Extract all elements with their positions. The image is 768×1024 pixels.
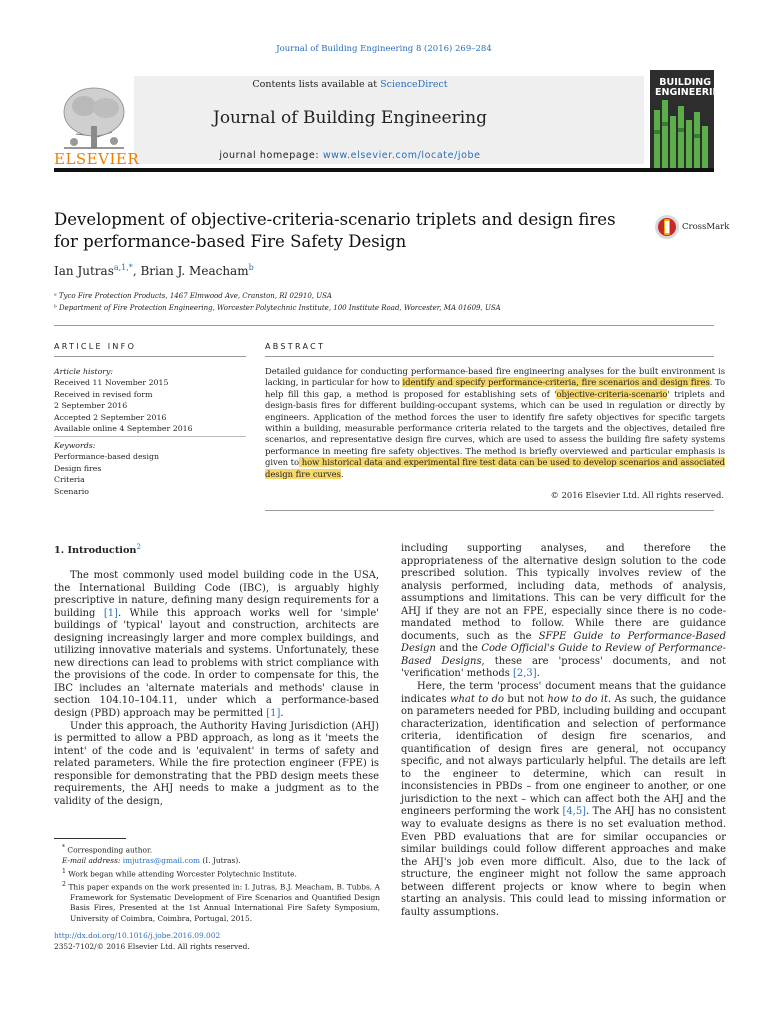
crossmark-icon <box>654 213 680 243</box>
footnotes-block <box>54 843 380 925</box>
abstract-heading: ABSTRACT <box>265 342 326 351</box>
footnote-1 <box>54 867 380 880</box>
citation-link[interactable]: [1] <box>266 708 281 720</box>
paragraph-text: The most commonly used model building code in the USA, the International Building Code (IBC), is arguably highly prescriptive in nature, defining many design requirements for a building <box>54 570 379 619</box>
history-revised: Received in revised form <box>54 389 153 399</box>
citation-link[interactable]: [2,3] <box>513 668 537 680</box>
abstract-segment: . <box>340 468 344 479</box>
paragraph-text: . As such, the guidance on parameters needed for PBD, including building and occupant characterization, identification and selection of performance criteria, identification of design fire scenarios, and quantification of design fires are general, not occupancy specific, and not always particularly helpful. The details are left to the engineer to determine, which can result in inconsistencies in PBDs – from one engineer to another, or one jurisdiction to the next – which can affect both the AHJ and the engineers performing the work <box>401 693 727 818</box>
italic-title: SFPE Guide to Performance-Based Design <box>401 630 726 655</box>
author-list <box>54 263 254 278</box>
footnote-divider <box>54 838 126 839</box>
email-label: E-mail address: <box>62 856 123 866</box>
italic-title: Code Official's Guide to Review of Performance-Based Designs <box>401 643 727 667</box>
crossmark-label: CrossMark <box>682 222 730 232</box>
abstract-segment: Detailed guidance for conducting performance-based fire engineering analyses for the built environment is lacking, in particular for how to <box>265 366 725 388</box>
homepage-prefix: journal homepage: <box>219 150 323 161</box>
footnote-text: This paper expands on the work presented in: I. Jutras, B.J. Meacham, B. Tubbs, A Framework for Systematic Development of Fire Scenarios and Quantified Design Basis Fires, Presented at the 1st Annual International Fire Safety Symposium, University of Coimbra, Coimbra, Portugal, 2015. <box>65 882 380 923</box>
article-info-heading: ARTICLE INFO <box>54 342 137 351</box>
footnote-2 <box>54 880 380 925</box>
footnote-email <box>54 856 380 867</box>
header-divider <box>54 168 714 172</box>
citation-link[interactable]: [1] <box>103 607 118 619</box>
doi-block <box>54 931 250 952</box>
abstract-divider <box>265 356 714 357</box>
crossmark-badge[interactable] <box>654 213 730 243</box>
paragraph-text: . <box>280 708 284 720</box>
keywords-label: Keywords: <box>54 441 96 450</box>
keyword: Performance-based design <box>54 452 160 462</box>
paragraph-text: . While this approach works well for 'simple' buildings of 'typical' layout and construction, architects are designing increasingly larger and more complex buildings, and utilizing innovative materials and systems. Unfortunately, these new directions can lead to problems with strict compliance with the provisions of the code. In order to compensate for this, the IBC includes an 'alternate materials and methods' clause in section 104.10–104.11, under which a performance-based design (PBD) approach may be permitted <box>54 607 380 720</box>
affiliation-b: ᵇ Department of Fire Protection Engineering, Worcester Polytechnic Institute, 100 Institute Road, Worcester, MA 01609, USA <box>54 304 501 312</box>
paragraph-text: including supporting analyses, and therefore the appropriateness of the alternative design solution to the code prescribed solution. This typically involves review of the analysis performed, including data, methods of analysis, assumptions and limitations. This can be very difficult for the AHJ if they are not an FPE, especially since there is no code-mandated method to follow. While there are guidance documents, such as the <box>401 543 726 642</box>
author-affiliation-marks[interactable]: b <box>248 263 254 272</box>
footnote-text: Corresponding author. <box>65 845 153 855</box>
abstract-segment: . To help fill this gap, a method is proposed for establishing sets of ' <box>265 377 725 399</box>
cover-title-line-2: ENGINEERING <box>655 86 729 98</box>
keywords-divider <box>54 436 246 437</box>
citation-link[interactable]: [4,5] <box>562 806 587 818</box>
affiliation-a: ᵃ Tyco Fire Protection Products, 1467 Elmwood Ave, Cranston, RI 02910, USA <box>54 292 332 300</box>
email-link[interactable]: imjutras@gmail.com <box>122 856 201 866</box>
paragraph-text: Here, the term 'process' document means that the guidance indicates <box>401 681 726 705</box>
paragraph-text: but not <box>503 693 548 705</box>
section-heading-text: 1. Introduction <box>54 545 137 557</box>
paragraph <box>401 543 726 681</box>
highlighted-text[interactable]: objective-criteria-scenario <box>556 388 668 399</box>
footnote-corresponding <box>54 843 380 856</box>
abstract-bottom-divider <box>265 510 714 511</box>
history-label: Article history: <box>54 367 114 376</box>
keyword: Design fires <box>54 463 102 473</box>
abstract-copyright: © 2016 Elsevier Ltd. All rights reserved. <box>550 490 724 500</box>
sciencedirect-link[interactable]: ScienceDirect <box>380 79 448 90</box>
footnote-mark: 2 <box>62 880 66 888</box>
footnote-mark: 1 <box>62 867 66 875</box>
journal-homepage-line <box>140 150 560 161</box>
journal-citation[interactable]: Journal of Building Engineering 8 (2016) 269–284 <box>276 44 492 54</box>
article-history <box>54 366 246 434</box>
highlighted-text[interactable]: identify and specify performance-criteria, fire scenarios and design fires <box>402 377 710 388</box>
paragraph: Under this approach, the Authority Having Jurisdiction (AHJ) is permitted to allow a PBD approach, as long as it 'meets the intent' of the code and is 'equivalent' in terms of safety and related parameters. While the fire protection engineer (FPE) is responsible for demonstrating that the PBD design meets these requirements, the AHJ needs to make a judgment as to the validity of the design, <box>54 720 379 807</box>
contents-available-line <box>140 79 560 90</box>
italic-phrase: how to do it <box>547 693 608 705</box>
article-title: Development of objective-criteria-scenario triplets and design fires for performance-based Fire Safety Design <box>54 210 616 251</box>
elsevier-wordmark: ELSEVIER <box>54 150 140 168</box>
paragraph-text: . The AHJ has no consistent way to evaluate designs as there is no set evaluation method. Even PBD evaluations that are for similar occupancies or similar buildings could follow different approaches and make the AHJ's job even more difficult. Also, due to the lack of structure, the engineer might not follow the same approach between different projects or know where to begin when starting an analysis. This could lead to missing information or faulty assumptions. <box>401 806 726 918</box>
author-separator: , <box>132 264 141 278</box>
keyword: Scenario <box>54 486 89 496</box>
history-received: Received 11 November 2015 <box>54 378 169 388</box>
footnote-mark: * <box>62 844 66 851</box>
paragraph-text: and the <box>435 643 482 655</box>
paragraph-text: , these are 'process' documents, and not 'verification' methods <box>401 655 726 680</box>
contents-prefix: Contents lists available at <box>252 79 381 90</box>
author-name: Brian J. Meacham <box>140 264 249 278</box>
footnote-text: Work began while attending Worcester Polytechnic Institute. <box>65 869 297 879</box>
body-column-right <box>401 543 726 919</box>
abstract-text <box>265 366 725 480</box>
homepage-link[interactable]: www.elsevier.com/locate/jobe <box>322 150 481 161</box>
issn-copyright: 2352-7102/© 2016 Elsevier Ltd. All rights reserved. <box>54 941 250 951</box>
history-revised-date: 2 September 2016 <box>54 401 128 411</box>
keyword: Criteria <box>54 475 85 485</box>
body-column-left <box>54 570 379 808</box>
italic-phrase: what to do <box>450 693 504 705</box>
cover-title-line-1: BUILDING <box>659 77 711 88</box>
paragraph <box>401 681 726 919</box>
doi-link[interactable]: http://dx.doi.org/10.1016/j.jobe.2016.09.002 <box>54 931 221 940</box>
history-online: Available online 4 September 2016 <box>54 424 193 434</box>
abstract-segment: ' triplets and design-basis fires for different building-occupant systems, which can be used in regulation or directly by engineers. Application of the method forces the user to identify fire safety objectives for specific targets within a building, measurable performance criteria related to the targets and the objectives, detailed fire scenarios, and representative design fire curves, which are used to assess the building fire safety systems performance in meeting fire safety objectives. The method is briefly overviewed and particular emphasis is given to <box>265 388 725 468</box>
author-name: Ian Jutras <box>54 264 114 278</box>
journal-title: Journal of Building Engineering <box>213 108 487 128</box>
article-info-divider <box>54 356 246 357</box>
section-heading-introduction <box>54 543 141 556</box>
footnote-text: (I. Jutras). <box>200 856 241 866</box>
keywords-block <box>54 440 246 497</box>
paragraph-text: . <box>536 668 540 680</box>
affiliation-divider <box>54 325 714 326</box>
paragraph <box>54 570 379 721</box>
history-accepted: Accepted 2 September 2016 <box>54 412 167 422</box>
author-affiliation-marks[interactable]: a,1,* <box>113 263 133 272</box>
cover-title <box>655 77 729 98</box>
footnote-ref-2[interactable]: 2 <box>136 543 141 551</box>
highlighted-text[interactable]: how historical data and experimental fire test data can be used to develop scenarios and associated design fire curves <box>265 457 726 479</box>
